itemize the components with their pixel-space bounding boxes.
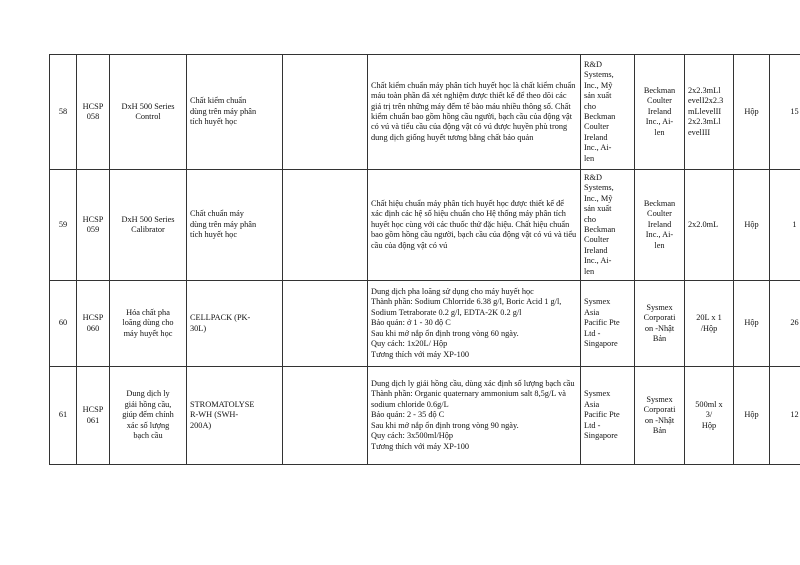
product-name: Hóa chất pha loãng dùng cho máy huyết học <box>110 281 187 367</box>
row-number: 58 <box>50 55 77 170</box>
product-name: Dung dịch ly giải hồng cầu, giúp đếm chính xác số lượng bạch cầu <box>110 367 187 465</box>
table-row <box>50 55 800 170</box>
product-code: HCSP 061 <box>77 367 110 465</box>
product-usage: CELLPACK (PK- 30L) <box>187 281 283 367</box>
product-owner: Sysmex Asia Pacific Pte Ltd - Singapore <box>581 281 635 367</box>
product-unit: Hộp <box>734 367 770 465</box>
product-code: HCSP 058 <box>77 55 110 170</box>
product-quantity: 15 <box>770 55 800 170</box>
product-code: HCSP 059 <box>77 170 110 281</box>
product-quantity: 26 <box>770 281 800 367</box>
product-model <box>283 367 368 465</box>
product-manufacturer: Sysmex Corporati on -Nhật Bản <box>635 367 685 465</box>
product-usage: STROMATOLYSE R-WH (SWH- 200A) <box>187 367 283 465</box>
product-usage: Chất chuẩn máy dùng trên máy phân tích huyết học <box>187 170 283 281</box>
product-packing: 2x2.0mL <box>685 170 734 281</box>
product-packing: 20L x 1 /Hộp <box>685 281 734 367</box>
product-quantity: 1 <box>770 170 800 281</box>
product-packing: 2x2.3mLl evelI2x2.3 mLlevelII 2x2.3mLl evelIII <box>685 55 734 170</box>
product-owner: Sysmex Asia Pacific Pte Ltd - Singapore <box>581 367 635 465</box>
product-description: Chất kiểm chuẩn máy phân tích huyết học là chất kiểm chuẩn máu toàn phần đã xét nghiệm được thiết kế để theo dõi các giá trị trên những máy đếm tế bào máu nhiều thông số. Chất kiểm chuẩn bao gồm hồng cầu người, bạch cầu của động vật có vú và tiểu cầu của động vật có vú được huyền phù trong dung dịch giống huyết tương bằng chất bảo quản <box>368 55 581 170</box>
product-usage: Chất kiểm chuẩn dùng trên máy phân tích huyết học <box>187 55 283 170</box>
product-description: Chất hiệu chuẩn máy phân tích huyết học được thiết kế để xác định các hệ số hiệu chuẩn cho Hệ thống máy phân tích huyết học cùng với các thuốc thử đặc hiệu. Chất hiệu chuẩn bao gồm hồng cầu người, bạch cầu của động vật có vú và tiểu cầu của động vật có vú <box>368 170 581 281</box>
product-manufacturer: Sysmex Corporati on -Nhật Bản <box>635 281 685 367</box>
product-description: Dung dịch ly giải hồng cầu, dùng xác định số lượng bạch cầu Thành phần: Organic quaternary ammonium salt 8,5g/L và sodium chloride 0.6g/L Bảo quản: 2 - 35 độ C Sau khi mở nắp ổn định trong vòng 90 ngày. Quy cách: 3x500ml/Hộp Tương thích với máy XP-100 <box>368 367 581 465</box>
product-table <box>49 54 800 465</box>
product-manufacturer: Beckman Coulter Ireland Inc., Ai- len <box>635 170 685 281</box>
row-number: 61 <box>50 367 77 465</box>
product-model <box>283 55 368 170</box>
table-row <box>50 170 800 281</box>
product-model <box>283 281 368 367</box>
product-unit: Hộp <box>734 281 770 367</box>
product-quantity: 12 <box>770 367 800 465</box>
product-code: HCSP 060 <box>77 281 110 367</box>
product-owner: R&D Systems, Inc., Mỹ sản xuất cho Beckman Coulter Ireland Inc., Ai- len <box>581 170 635 281</box>
product-model <box>283 170 368 281</box>
product-manufacturer: Beckman Coulter Ireland Inc., Ai- len <box>635 55 685 170</box>
product-owner: R&D Systems, Inc., Mỹ sản xuất cho Beckman Coulter Ireland Inc., Ai- len <box>581 55 635 170</box>
table-row <box>50 367 800 465</box>
row-number: 60 <box>50 281 77 367</box>
product-name: DxH 500 Series Control <box>110 55 187 170</box>
row-number: 59 <box>50 170 77 281</box>
product-unit: Hộp <box>734 55 770 170</box>
product-packing: 500ml x 3/ Hộp <box>685 367 734 465</box>
product-description: Dung dịch pha loãng sử dụng cho máy huyết học Thành phần: Sodium Chlorride 6.38 g/l, Boric Acid 1 g/l, Sodium Tetraborate 0.2 g/l, EDTA-2K 0.2 g/l Bảo quản: ở 1 - 30 độ C Sau khi mở nắp ổn định trong vòng 60 ngày. Quy cách: 1x20L/ Hộp Tương thích với máy XP-100 <box>368 281 581 367</box>
table-row <box>50 281 800 367</box>
product-name: DxH 500 Series Calibrator <box>110 170 187 281</box>
product-unit: Hộp <box>734 170 770 281</box>
